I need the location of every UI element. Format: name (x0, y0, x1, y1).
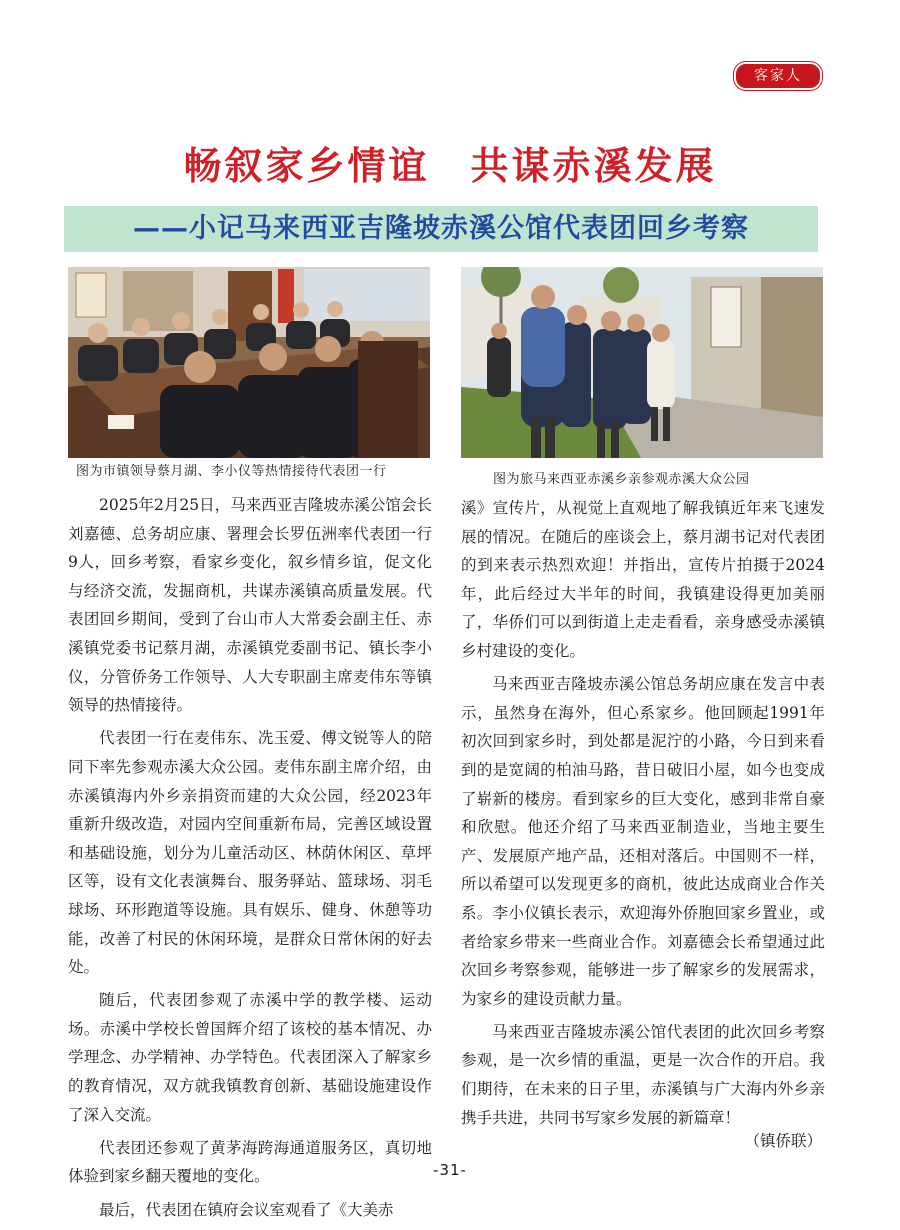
page-number: -31- (433, 1161, 467, 1179)
meeting-photo (68, 267, 430, 458)
paragraph: 最后，代表团在镇府会议室观看了《大美赤 (99, 1200, 394, 1219)
left-photo-caption: 图为市镇领导蔡月湖、李小仪等热情接待代表团一行 (76, 464, 387, 479)
article-title: 畅叙家乡情谊 共谋赤溪发展 (183, 143, 717, 188)
magazine-section-tag: 客家人 (734, 62, 822, 90)
article-right-column (461, 494, 825, 1127)
paragraph: 代表团一行在麦伟东、冼玉爱、傅文锐等人的陪同下率先参观赤溪大众公园。麦伟东副主席介绍，由赤溪镇海内外乡亲捐资而建的大众公园，经2023年重新升级改造，对园内空间重新布局，完善区域设置和基础设施，划分为儿童活动区、林荫休闲区、草坪区等，设有文化表演舞台、服务驿站、篮球场、羽毛球场、环形跑道等设施。具有娱乐、健身、休憩等功能，改善了村民的休闲环境，是群众日常休闲的好去处。 (68, 729, 432, 977)
paragraph-continuation: 溪》宣传片，从视觉上直观地了解我镇近年来飞速发展的情况。在随后的座谈会上，蔡月湖书记对代表团的到来表示热烈欢迎！并指出，宣传片拍摄于2024年，此后经过大半年的时间，我镇建设得更加美丽了，华侨们可以到街道上走走看看，亲身感受赤溪镇乡村建设的变化。 (461, 499, 825, 660)
article-subtitle: ——小记马来西亚吉隆坡赤溪公馆代表团回乡考察 (133, 213, 749, 244)
article-left-column (68, 491, 432, 1219)
article-signature: （镇侨联） (744, 1132, 822, 1150)
paragraph: 马来西亚吉隆坡赤溪公馆代表团的此次回乡考察参观，是一次乡情的重温，更是一次合作的开启。我们期待，在未来的日子里，赤溪镇与广大海内外乡亲携手共进，共同书写家乡发展的新篇章！ (461, 1022, 825, 1127)
header-wave-rule (64, 82, 822, 90)
paragraph: 2025年2月25日，马来西亚吉隆坡赤溪公馆会长刘嘉德、总务胡应康、署理会长罗伍洲率代表团一行9人，回乡考察，看家乡变化，叙乡情乡谊，促文化与经济交流，发掘商机，共谋赤溪镇高质量发展。代表团回乡期间，受到了台山市人大常委会副主任、赤溪镇党委书记蔡月湖，赤溪镇党委副书记、镇长李小仪，分管侨务工作领导、人大专职副主席麦伟东等镇领导的热情接待。 (68, 496, 432, 715)
park-visit-photo (461, 267, 823, 458)
paragraph: 随后，代表团参观了赤溪中学的教学楼、运动场。赤溪中学校长曾国辉介绍了该校的基本情况、办学理念、办学精神、办学特色。代表团深入了解家乡的教育情况，双方就我镇教育创新、基础设施建设作了深入交流。 (68, 991, 432, 1124)
paragraph: 代表团还参观了黄茅海跨海通道服务区，真切地体验到家乡翻天覆地的变化。 (68, 1138, 432, 1186)
paragraph: 马来西亚吉隆坡赤溪公馆总务胡应康在发言中表示，虽然身在海外，但心系家乡。他回顾起1991年初次回到家乡时，到处都是泥泞的小路，今日到来看到的是宽阔的柏油马路，昔日破旧小屋，如今也变成了崭新的楼房。看到家乡的巨大变化，感到非常自豪和欣慰。他还介绍了马来西亚制造业，当地主要生产、发展原产地产品，还相对落后。中国则不一样，所以希望可以发现更多的商机，彼此达成商业合作关系。李小仪镇长表示，欢迎海外侨胞回家乡置业，或者给家乡带来一些商业合作。刘嘉德会长希望通过此次回乡考察参观，能够进一步了解家乡的发展需求，为家乡的建设贡献力量。 (461, 675, 825, 1008)
right-photo-caption: 图为旅马来西亚赤溪乡亲参观赤溪大众公园 (493, 472, 750, 487)
